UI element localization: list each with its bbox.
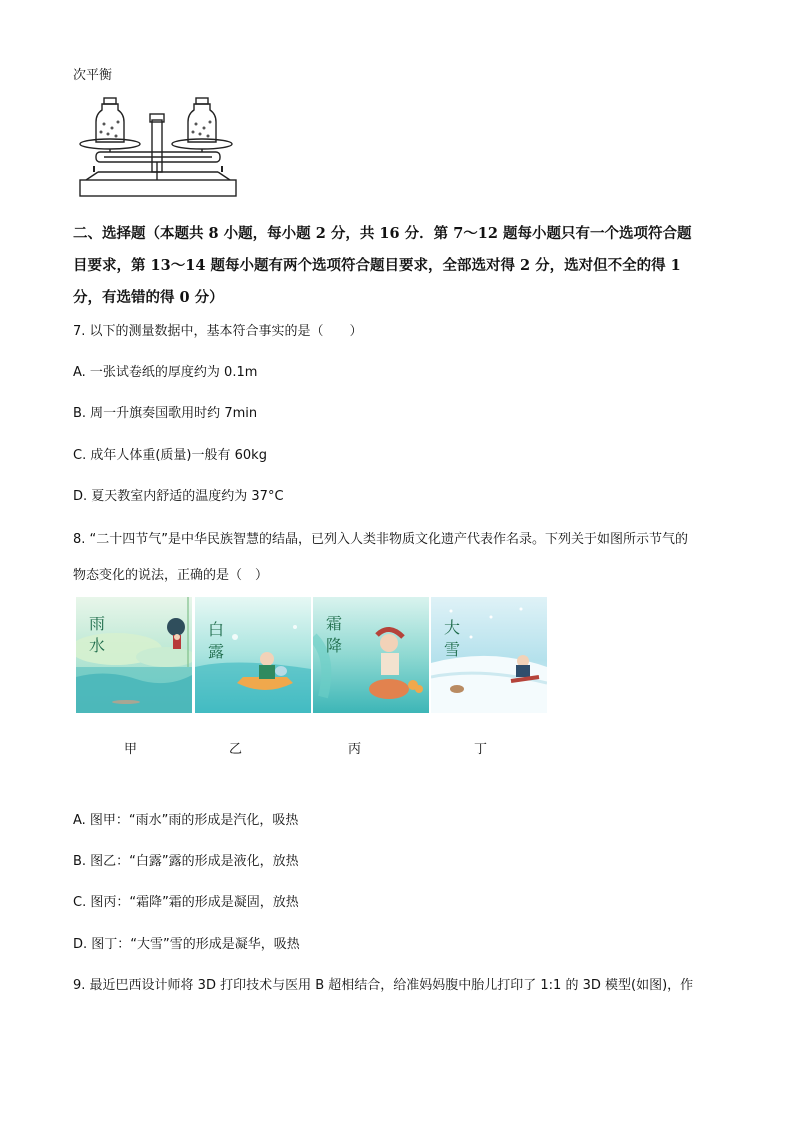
q7-option-a: A. 一张试卷纸的厚度约为 0.1m — [73, 365, 258, 380]
panel-title-char-2: 雪 — [443, 640, 460, 659]
panel-title-char-2: 降 — [325, 636, 342, 655]
panel-title-char-1: 雨 — [88, 614, 105, 633]
panel-caption-yi: 乙 — [229, 742, 243, 757]
q7-option-b: B. 周一升旗奏国歌用时约 7min — [73, 406, 258, 421]
panel-title-char-2: 露 — [207, 642, 224, 661]
q8-option-b: B. 图乙：“白露”露的形成是液化，放热 — [73, 854, 299, 869]
section-heading-line-2: 目要求，第 13～14 题每小题有两个选项符合题目要求，全部选对得 2 分，选对但不全的得 1 — [73, 257, 681, 274]
q7-option-d: D. 夏天教室内舒适的温度约为 37°C — [73, 489, 284, 504]
q9-stem: 9. 最近巴西设计师将 3D 打印技术与医用 B 超相结合，给准妈妈腹中胎儿打印了 1:1 的 3D 模型(如图)，作 — [73, 978, 694, 993]
panel-title-char-1: 霜 — [325, 614, 342, 633]
panel-title — [325, 613, 343, 657]
panel-title-char-1: 白 — [207, 620, 224, 639]
section-heading-line-3: 分，有选错的得 0 分） — [73, 289, 224, 306]
panel-caption-bing: 丙 — [348, 742, 362, 757]
q8-option-c: C. 图丙：“霜降”霜的形成是凝固，放热 — [73, 895, 299, 910]
q7-stem: 7. 以下的测量数据中，基本符合事实的是（ ） — [73, 324, 363, 339]
solar-term-panel-white-dew — [195, 597, 311, 713]
panel-title — [88, 613, 106, 657]
panel-caption-jia: 甲 — [124, 742, 138, 757]
panel-title-char-2: 水 — [88, 636, 105, 655]
q8-stem-line-2: 物态变化的说法，正确的是（ ） — [73, 568, 269, 583]
panel-title — [443, 617, 461, 661]
panel-caption-ding: 丁 — [474, 742, 488, 757]
q7-option-c: C. 成年人体重(质量)一般有 60kg — [73, 448, 267, 463]
solar-term-panel-rain-water — [76, 597, 192, 713]
q8-option-d: D. 图丁：“大雪”雪的形成是凝华，吸热 — [73, 937, 300, 952]
panel-title-char-1: 大 — [443, 618, 460, 637]
panel-title — [207, 619, 225, 663]
continuation-text: 次平衡 — [73, 68, 113, 83]
solar-term-panel-heavy-snow — [431, 597, 547, 713]
section-heading-line-1: 二、选择题（本题共 8 小题，每小题 2 分，共 16 分．第 7～12 题每小题只有一个选项符合题 — [73, 225, 692, 242]
solar-term-panel-frost-descent — [313, 597, 429, 713]
q8-option-a: A. 图甲：“雨水”雨的形成是汽化，吸热 — [73, 813, 299, 828]
q8-stem-line-1: 8. “二十四节气”是中华民族智慧的结晶，已列入人类非物质文化遗产代表作名录。下列关于如图所示节气的 — [73, 532, 689, 547]
balance-scale-figure — [74, 94, 242, 206]
